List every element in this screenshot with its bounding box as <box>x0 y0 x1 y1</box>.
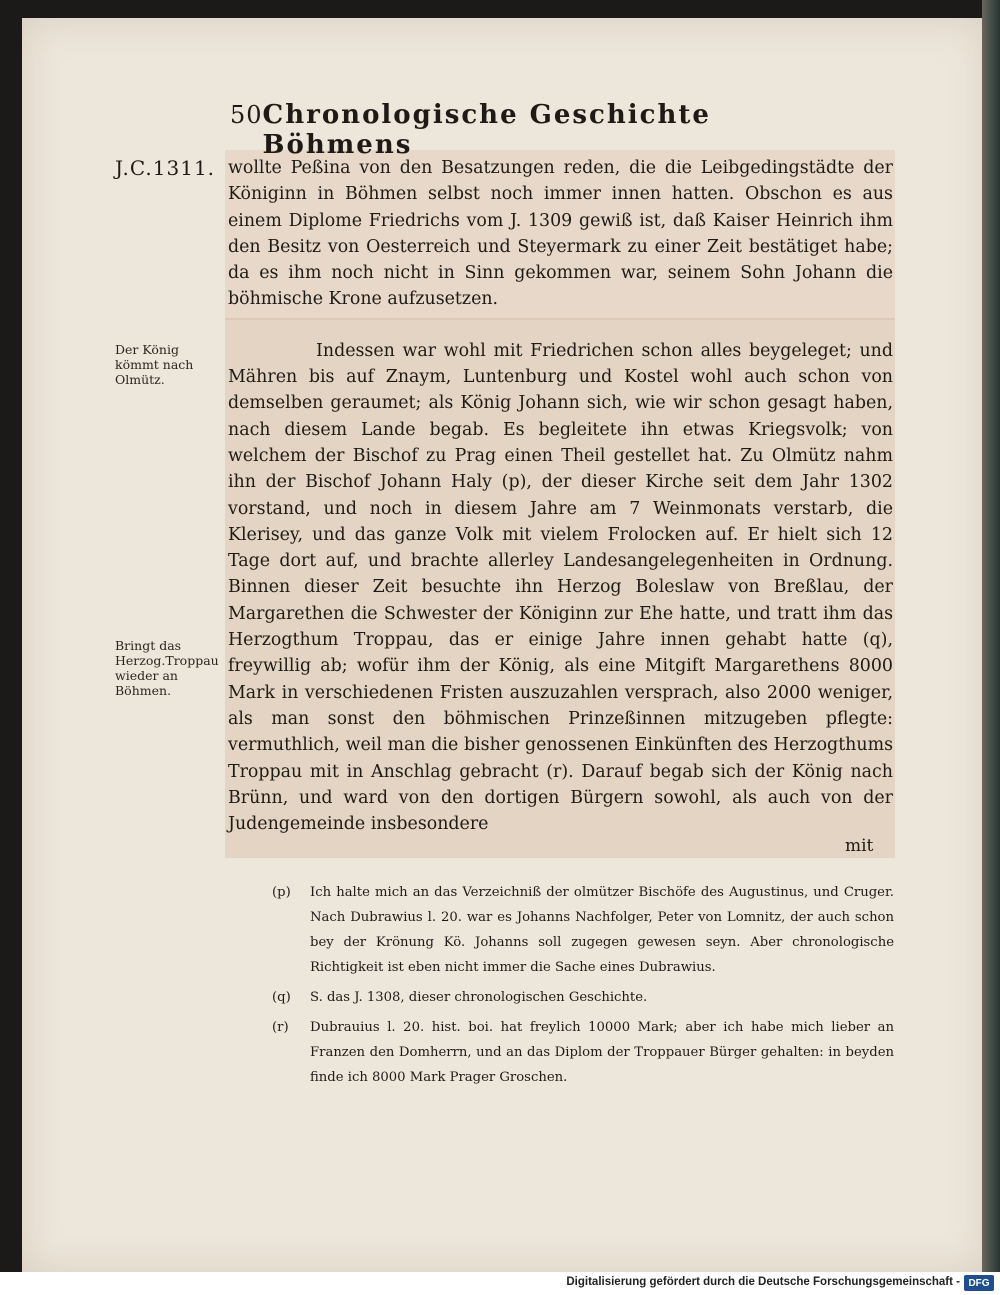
book-spine-edge <box>982 0 1000 1272</box>
footnote-q <box>272 985 894 1010</box>
margin-note-troppau: Bringt das Herzog.Troppau wieder an Böhmen. <box>115 638 219 698</box>
footnote-text: Ich halte mich an das Verzeichniß der olmützer Bischöfe des Augustinus, und Cruger. Nach Dubrawius l. 20. war es Johanns Nachfolger, Peter von Lomnitz, der auch schon bey der Krönung Kö. Johanns soll zugegen gewesen seyn. Aber chronologische Richtigkeit ist eben nicht immer die Sache eines Dubrawius. <box>310 885 894 975</box>
footnote-text: S. das J. 1308, dieser chronologischen Geschichte. <box>310 990 648 1005</box>
footnotes <box>272 880 894 1095</box>
main-text <box>228 155 893 837</box>
paragraph-1: wollte Peßina von den Besatzungen reden, die die Leibgedingstädte der Königinn in Böhmen selbst noch immer innen hatten. Obschon es aus einem Diplome Friedrichs vom J. 1309 gewiß ist, daß Kaiser Heinrich ihm den Besitz von Oesterreich und Steyermark zu einer Zeit bestätiget habe; da es ihm noch nicht in Sinn gekommen war, seinem Sohn Johann die böhmische Krone aufzusetzen. <box>228 158 893 310</box>
footnote-mark: (p) <box>272 885 291 900</box>
running-title: Chronologische Geschichte Böhmens <box>262 100 711 160</box>
page-header <box>230 100 810 160</box>
footnote-r <box>272 1015 894 1090</box>
funding-credit: Digitalisierung gefördert durch die Deutsche Forschungsgemeinschaft - <box>566 1276 960 1288</box>
footnote-p <box>272 880 894 980</box>
credit-bar <box>0 1272 1000 1295</box>
footnote-mark: (q) <box>272 990 291 1005</box>
footnote-text: Dubrauius l. 20. hist. boi. hat freylich 10000 Mark; aber ich habe mich lieber an Franzen den Domherrn, und an das Diplom der Troppauer Bürger gehalten: in beyden finde ich 8000 Mark Prager Groschen. <box>310 1020 894 1085</box>
margin-note-olmuetz: Der König kömmt nach Olmütz. <box>115 342 194 387</box>
footnote-mark: (r) <box>272 1020 289 1035</box>
dfg-logo-icon: DFG <box>964 1275 994 1291</box>
catchword: mit <box>845 836 874 856</box>
margin-year: J.C.1311. <box>115 156 216 180</box>
page-number: 50 <box>230 101 263 129</box>
paragraph-2: Indessen war wohl mit Friedrichen schon alles beygeleget; und Mähren bis auf Znaym, Luntenburg und Kostel wohl auch schon von demselben geraumet; als König Johann sich, wie wir schon gesagt haben, nach diesem Lande begab. Es begleitete ihn etwas Kriegsvolk; von welchem der Bischof zu Prag einen Theil gestellet hat. Zu Olmütz nahm ihn der Bischof Johann Haly (p), der dieser Kirche seit dem Jahr 1302 vorstand, und noch in diesem Jahre am 7 Weinmonats verstarb, die Klerisey, und das ganze Volk mit vielem Frolocken auf. Er hielt sich 12 Tage dort auf, und brachte allerley Landesangelegenheiten in Ordnung. Binnen dieser Zeit besuchte ihn Herzog Boleslaw von Breßlau, der Margarethen die Schwester der Königinn zur Ehe hatte, und tratt ihm das Herzogthum Troppau, das er einige Jahre innen gehabt hatte (q), freywillig ab; wofür ihm der König, als eine Mitgift Margarethens 8000 Mark in verschiedenen Fristen auszuzahlen versprach, also 2000 weniger, als man sonst den böhmischen Prinzeßinnen mitzugeben pflegte: vermuthlich, weil man die bisher genossenen Einkünften des Herzogthums Troppau mit in Anschlag gebracht (r). Darauf begab sich der König nach Brünn, und ward von den dortigen Bürgern sowohl, als auch von der Judengemeinde insbesondere <box>228 340 893 835</box>
